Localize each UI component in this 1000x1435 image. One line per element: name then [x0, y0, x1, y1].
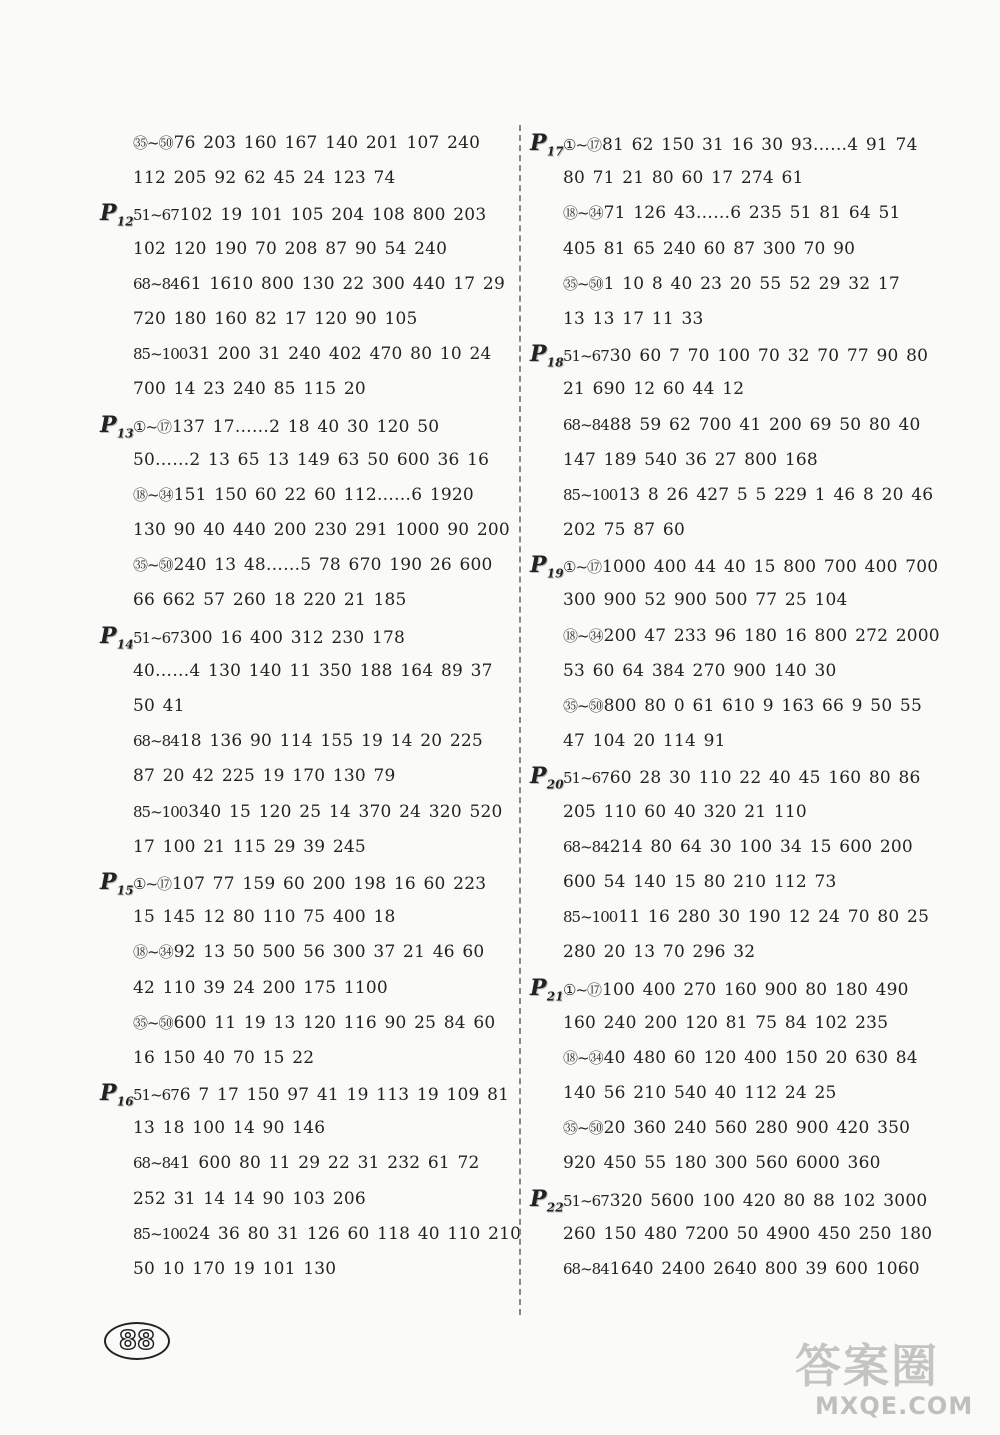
answer-line — [100, 935, 512, 970]
answer-values: 17 100 21 115 29 39 245 — [133, 836, 366, 857]
question-range: 85~100 — [133, 345, 188, 364]
answer-values: 71 126 43……6 235 51 81 64 51 — [603, 203, 901, 224]
answer-values: 200 47 233 96 180 16 800 272 2000 — [603, 625, 940, 646]
answer-line — [530, 1006, 950, 1041]
question-range: ⑱~㉞ — [563, 204, 603, 223]
page-marker: $P_{20}$ — [530, 763, 564, 792]
answer-values: 160 240 200 120 81 75 84 102 235 — [563, 1012, 889, 1033]
question-range: ㉟~㊿ — [563, 1119, 603, 1138]
question-range: 68~84 — [563, 1260, 609, 1278]
question-range: ⑱~㉞ — [133, 943, 173, 962]
answer-values: 11 16 280 30 190 12 24 70 80 25 — [618, 907, 930, 928]
answer-line — [530, 724, 950, 759]
answer-line — [530, 196, 950, 231]
answer-values: 15 145 12 80 110 75 400 18 — [133, 907, 396, 928]
answer-values: 920 450 55 180 300 560 6000 360 — [563, 1153, 881, 1174]
answer-values: 50 10 170 19 101 130 — [133, 1259, 337, 1279]
answer-line — [100, 408, 512, 443]
page-marker-number: 16 — [116, 1094, 134, 1109]
answer-values: 30 60 7 70 100 70 32 70 77 90 80 — [609, 346, 929, 367]
answer-values: 21 690 12 60 44 12 — [563, 379, 745, 400]
answer-line — [100, 900, 512, 935]
question-range: 51~67 — [133, 1086, 179, 1105]
answer-values: 151 150 60 22 60 112……6 1920 — [173, 484, 474, 505]
answer-values: 300 16 400 312 230 178 — [179, 627, 406, 648]
page-marker-number: 22 — [546, 1200, 564, 1215]
answer-line — [100, 1217, 522, 1252]
answer-line — [100, 1006, 512, 1041]
answer-values: 800 80 0 61 610 9 163 66 9 50 55 — [603, 696, 922, 716]
answer-values: 252 31 14 14 90 103 206 — [133, 1188, 366, 1209]
page-marker-number: 13 — [116, 425, 134, 440]
question-range: 85~100 — [133, 1224, 188, 1243]
answer-line — [100, 971, 512, 1006]
answer-line — [100, 513, 512, 548]
answer-line — [100, 654, 512, 689]
answer-values: 600 54 140 15 80 210 112 73 — [563, 871, 837, 892]
question-range: 51~67 — [133, 628, 179, 647]
page-marker: $P_{16}$ — [100, 1080, 134, 1109]
page-marker: $P_{14}$ — [100, 622, 134, 652]
answer-line — [530, 267, 950, 302]
answer-line — [100, 1146, 512, 1181]
answer-values: 80 71 21 80 60 17 274 61 — [563, 168, 804, 189]
answer-values: 205 110 60 40 320 21 110 — [563, 801, 807, 822]
page-marker: $P_{12}$ — [100, 200, 134, 229]
column-divider — [519, 125, 521, 1315]
answer-values: 107 77 159 60 200 198 16 60 223 — [172, 873, 487, 894]
question-range: ㉟~㊿ — [133, 556, 173, 575]
answer-values: 140 56 210 540 40 112 24 25 — [563, 1083, 837, 1104]
question-range: ⑱~㉞ — [563, 626, 603, 645]
question-range: 68~84 — [133, 732, 179, 751]
question-range: ⑱~㉞ — [563, 1048, 603, 1067]
answer-values: 130 90 40 440 200 230 291 1000 90 200 — [133, 520, 510, 541]
answer-line — [530, 971, 950, 1006]
answer-values: 50 41 — [133, 696, 185, 716]
answer-values: 50……2 13 65 13 149 63 50 600 36 16 — [133, 449, 490, 470]
answer-values: 102 19 101 105 204 108 800 203 — [179, 205, 487, 226]
answer-values: 147 189 540 36 27 800 168 — [563, 449, 818, 470]
answer-line — [530, 865, 950, 900]
answer-line — [530, 1146, 950, 1181]
answer-values: 405 81 65 240 60 87 300 70 90 — [563, 238, 856, 259]
page-marker: $P_{18}$ — [530, 341, 564, 370]
question-range: ㉟~㊿ — [133, 134, 173, 152]
answer-values: 13 13 17 11 33 — [563, 308, 704, 329]
answer-values: 87 20 42 225 19 170 130 79 — [133, 766, 396, 787]
answer-line — [100, 161, 512, 196]
answer-line — [530, 408, 950, 443]
answer-line — [530, 302, 950, 337]
answer-line — [100, 795, 512, 830]
answer-line — [530, 900, 950, 935]
answer-line — [100, 1252, 512, 1287]
answer-line — [530, 1111, 950, 1146]
answer-line — [530, 161, 950, 196]
page-marker-number: 17 — [546, 144, 564, 159]
question-range: 51~67 — [563, 769, 609, 788]
answer-line — [530, 1182, 950, 1217]
answer-values: 66 662 57 260 18 220 21 185 — [133, 590, 407, 611]
answer-values: 40 480 60 120 400 150 20 630 84 — [603, 1047, 918, 1068]
answer-values: 102 120 190 70 208 87 90 54 240 — [133, 238, 448, 259]
answer-values: 1 10 8 40 23 20 55 52 29 32 17 — [603, 273, 900, 294]
page-marker-number: 12 — [116, 214, 134, 229]
answer-line — [100, 1111, 512, 1146]
page-marker-number: 18 — [546, 355, 564, 370]
answer-line — [100, 196, 512, 231]
question-range: 68~84 — [563, 415, 609, 434]
answer-line — [100, 619, 512, 654]
answer-values: 1 600 80 11 29 22 31 232 61 72 — [179, 1153, 480, 1174]
page-marker: $P_{22}$ — [530, 1185, 564, 1215]
question-range: ①~⑰ — [133, 417, 172, 436]
answer-line — [100, 478, 512, 513]
answer-line — [100, 302, 512, 337]
question-range: 68~84 — [133, 1154, 179, 1173]
answer-line — [530, 1041, 950, 1076]
question-range: 68~84 — [563, 837, 609, 856]
answer-values: 13 18 100 14 90 146 — [133, 1118, 326, 1139]
answer-line — [100, 372, 512, 407]
answer-values: 240 13 48……5 78 670 190 26 600 — [173, 555, 493, 576]
answer-values: 40……4 130 140 11 350 188 164 89 37 — [133, 660, 493, 681]
page-marker-number: 20 — [546, 777, 564, 792]
answer-values: 137 17……2 18 40 30 120 50 — [172, 416, 440, 437]
question-range: 85~100 — [563, 485, 618, 504]
answer-line — [100, 1041, 512, 1076]
page-marker-number: 21 — [546, 988, 564, 1003]
answer-values: 20 360 240 560 280 900 420 350 — [603, 1118, 911, 1139]
question-range: ①~⑰ — [563, 136, 602, 154]
answer-line — [530, 583, 950, 618]
answer-column-right — [530, 126, 950, 1287]
page-marker: $P_{21}$ — [530, 974, 564, 1003]
page-number: 88 — [104, 1322, 170, 1360]
answer-line — [100, 232, 512, 267]
answer-line — [100, 830, 512, 865]
page-marker-number: 19 — [546, 566, 564, 581]
answer-line — [100, 548, 512, 583]
answer-values: 214 80 64 30 100 34 15 600 200 — [609, 836, 913, 857]
answer-line — [100, 689, 512, 724]
answer-values: 13 8 26 427 5 5 229 1 46 8 20 46 — [618, 484, 934, 505]
answer-line — [100, 865, 512, 900]
answer-values: 6 7 17 150 97 41 19 113 19 109 81 — [179, 1085, 510, 1106]
watermark — [795, 1330, 995, 1430]
answer-line — [530, 795, 950, 830]
answer-line — [530, 1252, 950, 1287]
question-range: 68~84 — [133, 274, 179, 293]
answer-values: 53 60 64 384 270 900 140 30 — [563, 660, 837, 681]
question-range: 51~67 — [563, 347, 609, 366]
answer-line — [530, 548, 950, 583]
answer-line — [530, 830, 950, 865]
question-range: 85~100 — [563, 908, 618, 927]
answer-line — [530, 443, 950, 478]
answer-values: 1000 400 44 40 15 800 700 400 700 — [602, 557, 939, 578]
answer-line — [530, 689, 950, 724]
answer-column-left — [100, 126, 522, 1287]
page-marker-number: 14 — [116, 637, 134, 652]
answer-values: 280 20 13 70 296 32 — [563, 942, 756, 963]
answer-values: 202 75 87 60 — [563, 520, 685, 541]
answer-line — [530, 935, 950, 970]
page-marker: $P_{17}$ — [530, 130, 564, 159]
answer-values: 720 180 160 82 17 120 90 105 — [133, 308, 418, 329]
answer-values: 76 203 160 167 140 201 107 240 — [173, 133, 481, 153]
answer-line — [530, 337, 950, 372]
question-range: 51~67 — [563, 1191, 609, 1210]
answer-values: 60 28 30 110 22 40 45 160 80 86 — [609, 768, 921, 789]
question-range: ㉟~㊿ — [563, 697, 603, 715]
answer-values: 42 110 39 24 200 175 1100 — [133, 977, 388, 998]
answer-values: 18 136 90 114 155 19 14 20 225 — [179, 731, 483, 752]
answer-line — [100, 267, 512, 302]
answer-line — [100, 583, 512, 618]
page-marker-number: 15 — [116, 883, 134, 898]
answer-values: 300 900 52 900 500 77 25 104 — [563, 590, 848, 611]
answer-values: 47 104 20 114 91 — [563, 731, 726, 752]
answer-line — [530, 232, 950, 267]
page-marker: $P_{13}$ — [100, 411, 134, 440]
answer-values: 1640 2400 2640 800 39 600 1060 — [609, 1259, 920, 1279]
answer-values: 88 59 62 700 41 200 69 50 80 40 — [609, 414, 921, 435]
answer-values: 700 14 23 240 85 115 20 — [133, 379, 366, 400]
answer-line — [530, 759, 950, 794]
answer-values: 16 150 40 70 15 22 — [133, 1047, 315, 1068]
answer-values: 100 400 270 160 900 80 180 490 — [602, 979, 909, 1000]
answer-line — [100, 443, 512, 478]
answer-values: 600 11 19 13 120 116 90 25 84 60 — [173, 1012, 496, 1033]
question-range: ⑱~㉞ — [133, 485, 173, 504]
answer-line — [100, 337, 512, 372]
answer-line — [100, 759, 512, 794]
page-marker: $P_{15}$ — [100, 868, 134, 898]
question-range: ①~⑰ — [563, 558, 602, 577]
question-range: ㉟~㊿ — [133, 1013, 173, 1032]
answer-line — [530, 126, 950, 161]
answer-line — [530, 654, 950, 689]
answer-line — [100, 724, 512, 759]
page-marker: $P_{19}$ — [530, 552, 564, 581]
question-range: ①~⑰ — [133, 874, 172, 893]
answer-line — [530, 1076, 950, 1111]
answer-line — [530, 513, 950, 548]
answer-line — [530, 478, 950, 513]
answer-values: 24 36 80 31 126 60 118 40 110 210 — [188, 1223, 522, 1244]
answer-values: 81 62 150 31 16 30 93……4 91 74 — [602, 135, 918, 155]
question-range: ①~⑰ — [563, 980, 602, 999]
answer-values: 112 205 92 62 45 24 123 74 — [133, 168, 396, 189]
answer-values: 260 150 480 7200 50 4900 450 250 180 — [563, 1223, 933, 1244]
answer-values: 92 13 50 500 56 300 37 21 46 60 — [173, 942, 485, 963]
question-range: ㉟~㊿ — [563, 274, 603, 293]
answer-line — [530, 1217, 950, 1252]
watermark-logo-text: 答案圈 — [795, 1339, 939, 1393]
answer-line — [100, 1182, 512, 1217]
question-range: 85~100 — [133, 802, 188, 821]
watermark-url: MXQE.COM — [815, 1392, 974, 1420]
answer-values: 340 15 120 25 14 370 24 320 520 — [188, 801, 503, 822]
answer-line — [530, 619, 950, 654]
answer-values: 61 1610 800 130 22 300 440 17 29 — [179, 273, 505, 294]
answer-line — [530, 372, 950, 407]
answer-line — [100, 126, 512, 161]
answer-line — [100, 1076, 512, 1111]
question-range: 51~67 — [133, 206, 179, 225]
answer-values: 31 200 31 240 402 470 80 10 24 — [188, 344, 492, 365]
answer-values: 320 5600 100 420 80 88 102 3000 — [609, 1190, 928, 1211]
